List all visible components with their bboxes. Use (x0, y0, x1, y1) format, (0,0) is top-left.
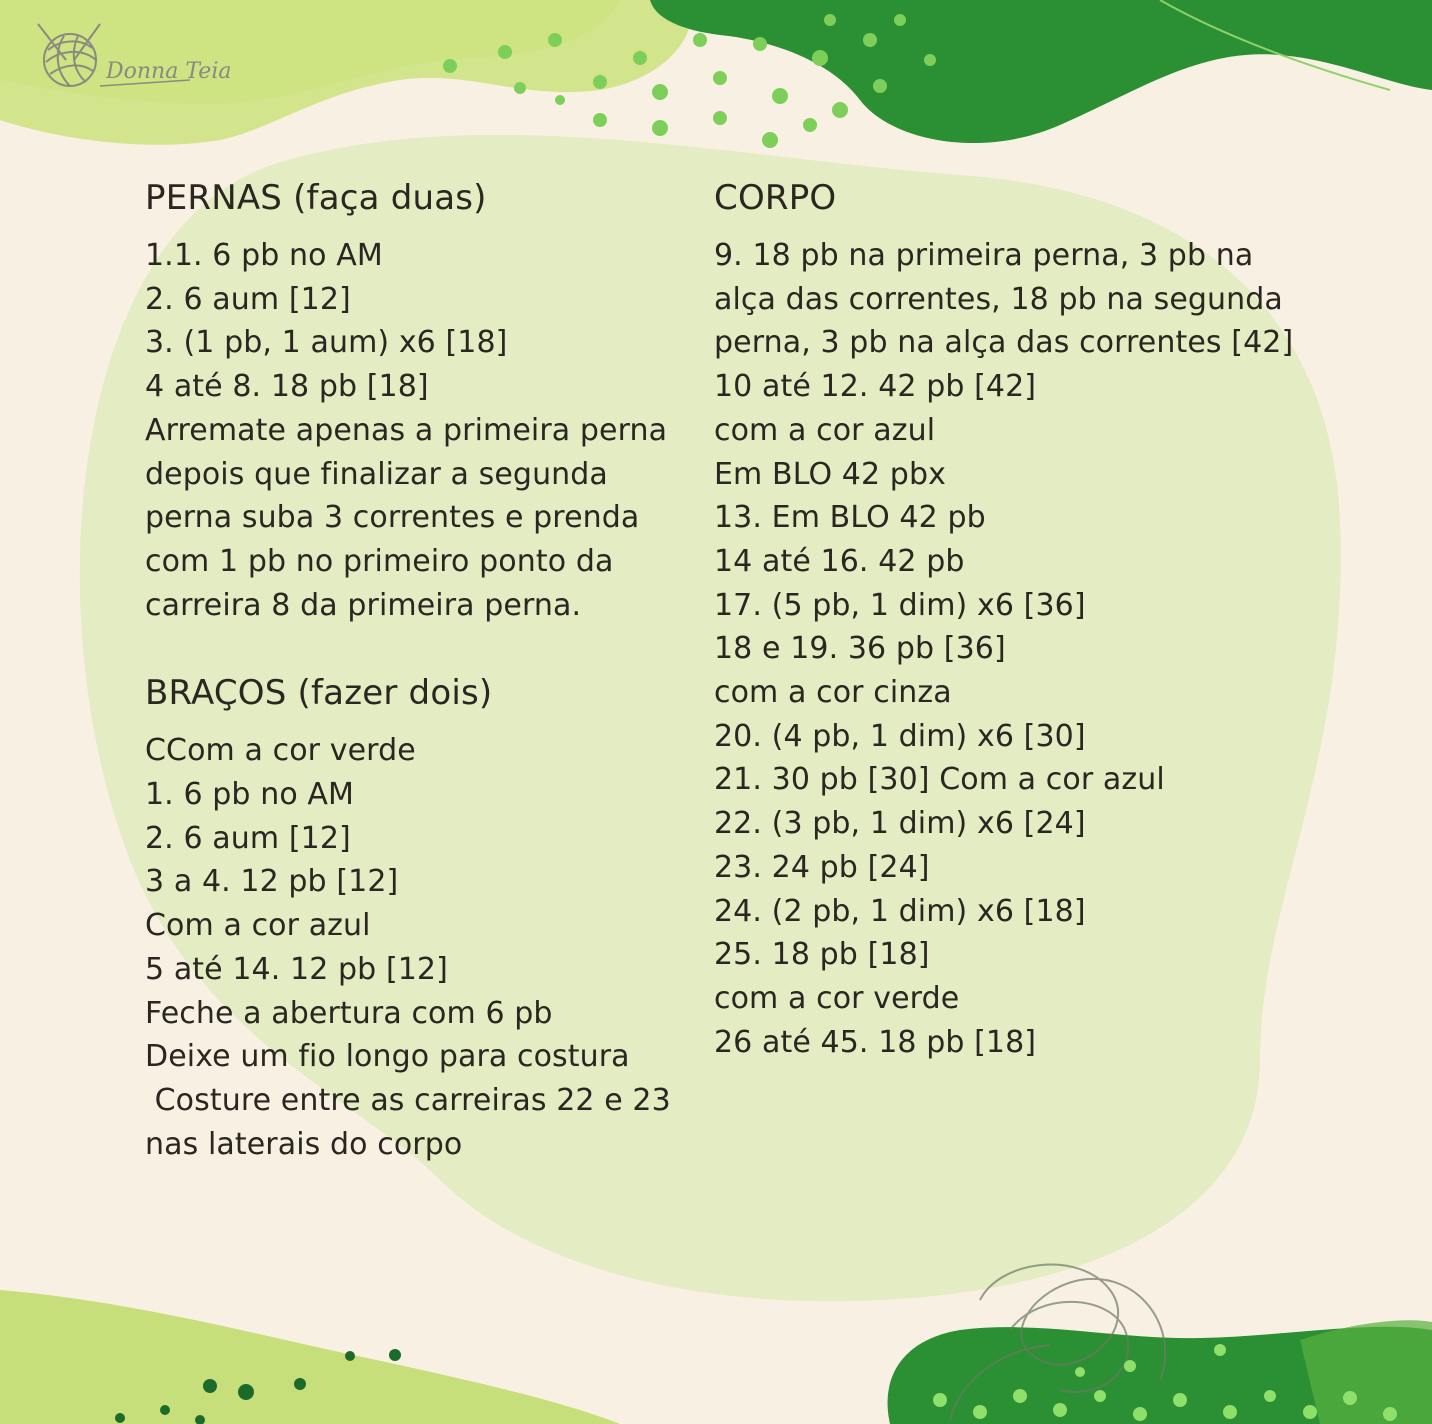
corpo-line: com a cor cinza (714, 675, 952, 711)
green-blob-bottom-right-edge (1300, 1320, 1432, 1424)
corpo-line: 13. Em BLO 42 pb (714, 500, 986, 536)
corpo-line: alça das correntes, 18 pb na segunda (714, 281, 1283, 317)
bracos-title: BRAÇOS (fazer dois) (145, 673, 493, 714)
corpo-line: perna, 3 pb na alça das correntes [42] (714, 325, 1294, 361)
pernas-line: com 1 pb no primeiro ponto da (145, 543, 614, 579)
corpo-line: 18 e 19. 36 pb [36] (714, 631, 1006, 667)
corpo-instructions (714, 234, 1354, 1064)
pernas-line: 2. 6 aum [12] (145, 281, 351, 317)
corpo-line: 17. (5 pb, 1 dim) x6 [36] (714, 587, 1086, 623)
lime-blob-bottom-left (0, 1290, 620, 1424)
corpo-line: 21. 30 pb [30] Com a cor azul (714, 762, 1165, 798)
bracos-line: Deixe um fio longo para costura (145, 1039, 630, 1075)
corpo-line: 9. 18 pb na primeira perna, 3 pb na (714, 238, 1254, 273)
green-blob-top-right (650, 0, 1432, 143)
pernas-line: Arremate apenas a primeira perna (145, 412, 668, 448)
logo-text: Donna Teia (106, 59, 232, 84)
corpo-line: 10 até 12. 42 pb [42] (714, 369, 1037, 405)
pernas-line: depois que finalizar a segunda (145, 456, 608, 492)
bracos-line: Com a cor azul (145, 908, 371, 944)
pernas-line: 4 até 8. 18 pb [18] (145, 369, 429, 405)
bracos-line: 3 a 4. 12 pb [12] (145, 864, 399, 900)
pernas-line: perna suba 3 correntes e prenda (145, 500, 640, 536)
bracos-line: 2. 6 aum [12] (145, 820, 351, 856)
bracos-line: nas laterais do corpo (145, 1126, 463, 1162)
right-column (714, 176, 1354, 1064)
corpo-line: Em BLO 42 pbx (714, 456, 946, 492)
corpo-line: 20. (4 pb, 1 dim) x6 [30] (714, 718, 1086, 754)
corpo-line: com a cor verde (714, 980, 960, 1016)
section-corpo (714, 176, 1354, 1064)
bracos-line: Feche a abertura com 6 pb (145, 995, 553, 1031)
section-bracos (145, 671, 705, 1166)
section-pernas (145, 176, 705, 627)
corpo-line: com a cor azul (714, 412, 936, 448)
pernas-title: PERNAS (faça duas) (145, 178, 487, 218)
bracos-instructions (145, 729, 705, 1166)
corpo-line: 14 até 16. 42 pb (714, 543, 965, 579)
corpo-title: CORPO (714, 178, 837, 218)
corpo-line: 23. 24 pb [24] (714, 849, 930, 885)
bracos-line: CCom a cor verde (145, 733, 416, 769)
left-column (145, 176, 705, 1166)
corpo-line: 26 até 45. 18 pb [18] (714, 1024, 1037, 1060)
brand-logo (30, 20, 232, 130)
corpo-line: 22. (3 pb, 1 dim) x6 [24] (714, 806, 1086, 842)
bracos-line: Costure entre as carreiras 22 e 23 (145, 1082, 671, 1118)
corpo-line: 25. 18 pb [18] (714, 937, 930, 973)
corpo-line: 24. (2 pb, 1 dim) x6 [18] (714, 893, 1086, 929)
pernas-instructions (145, 234, 705, 627)
yarn-ball-icon (38, 24, 100, 86)
pernas-line: 1.1. 6 pb no AM (145, 238, 383, 273)
pernas-line: 3. (1 pb, 1 aum) x6 [18] (145, 325, 508, 361)
bracos-line: 5 até 14. 12 pb [12] (145, 951, 448, 987)
pernas-line: carreira 8 da primeira perna. (145, 587, 582, 623)
bracos-line: 1. 6 pb no AM (145, 777, 355, 813)
